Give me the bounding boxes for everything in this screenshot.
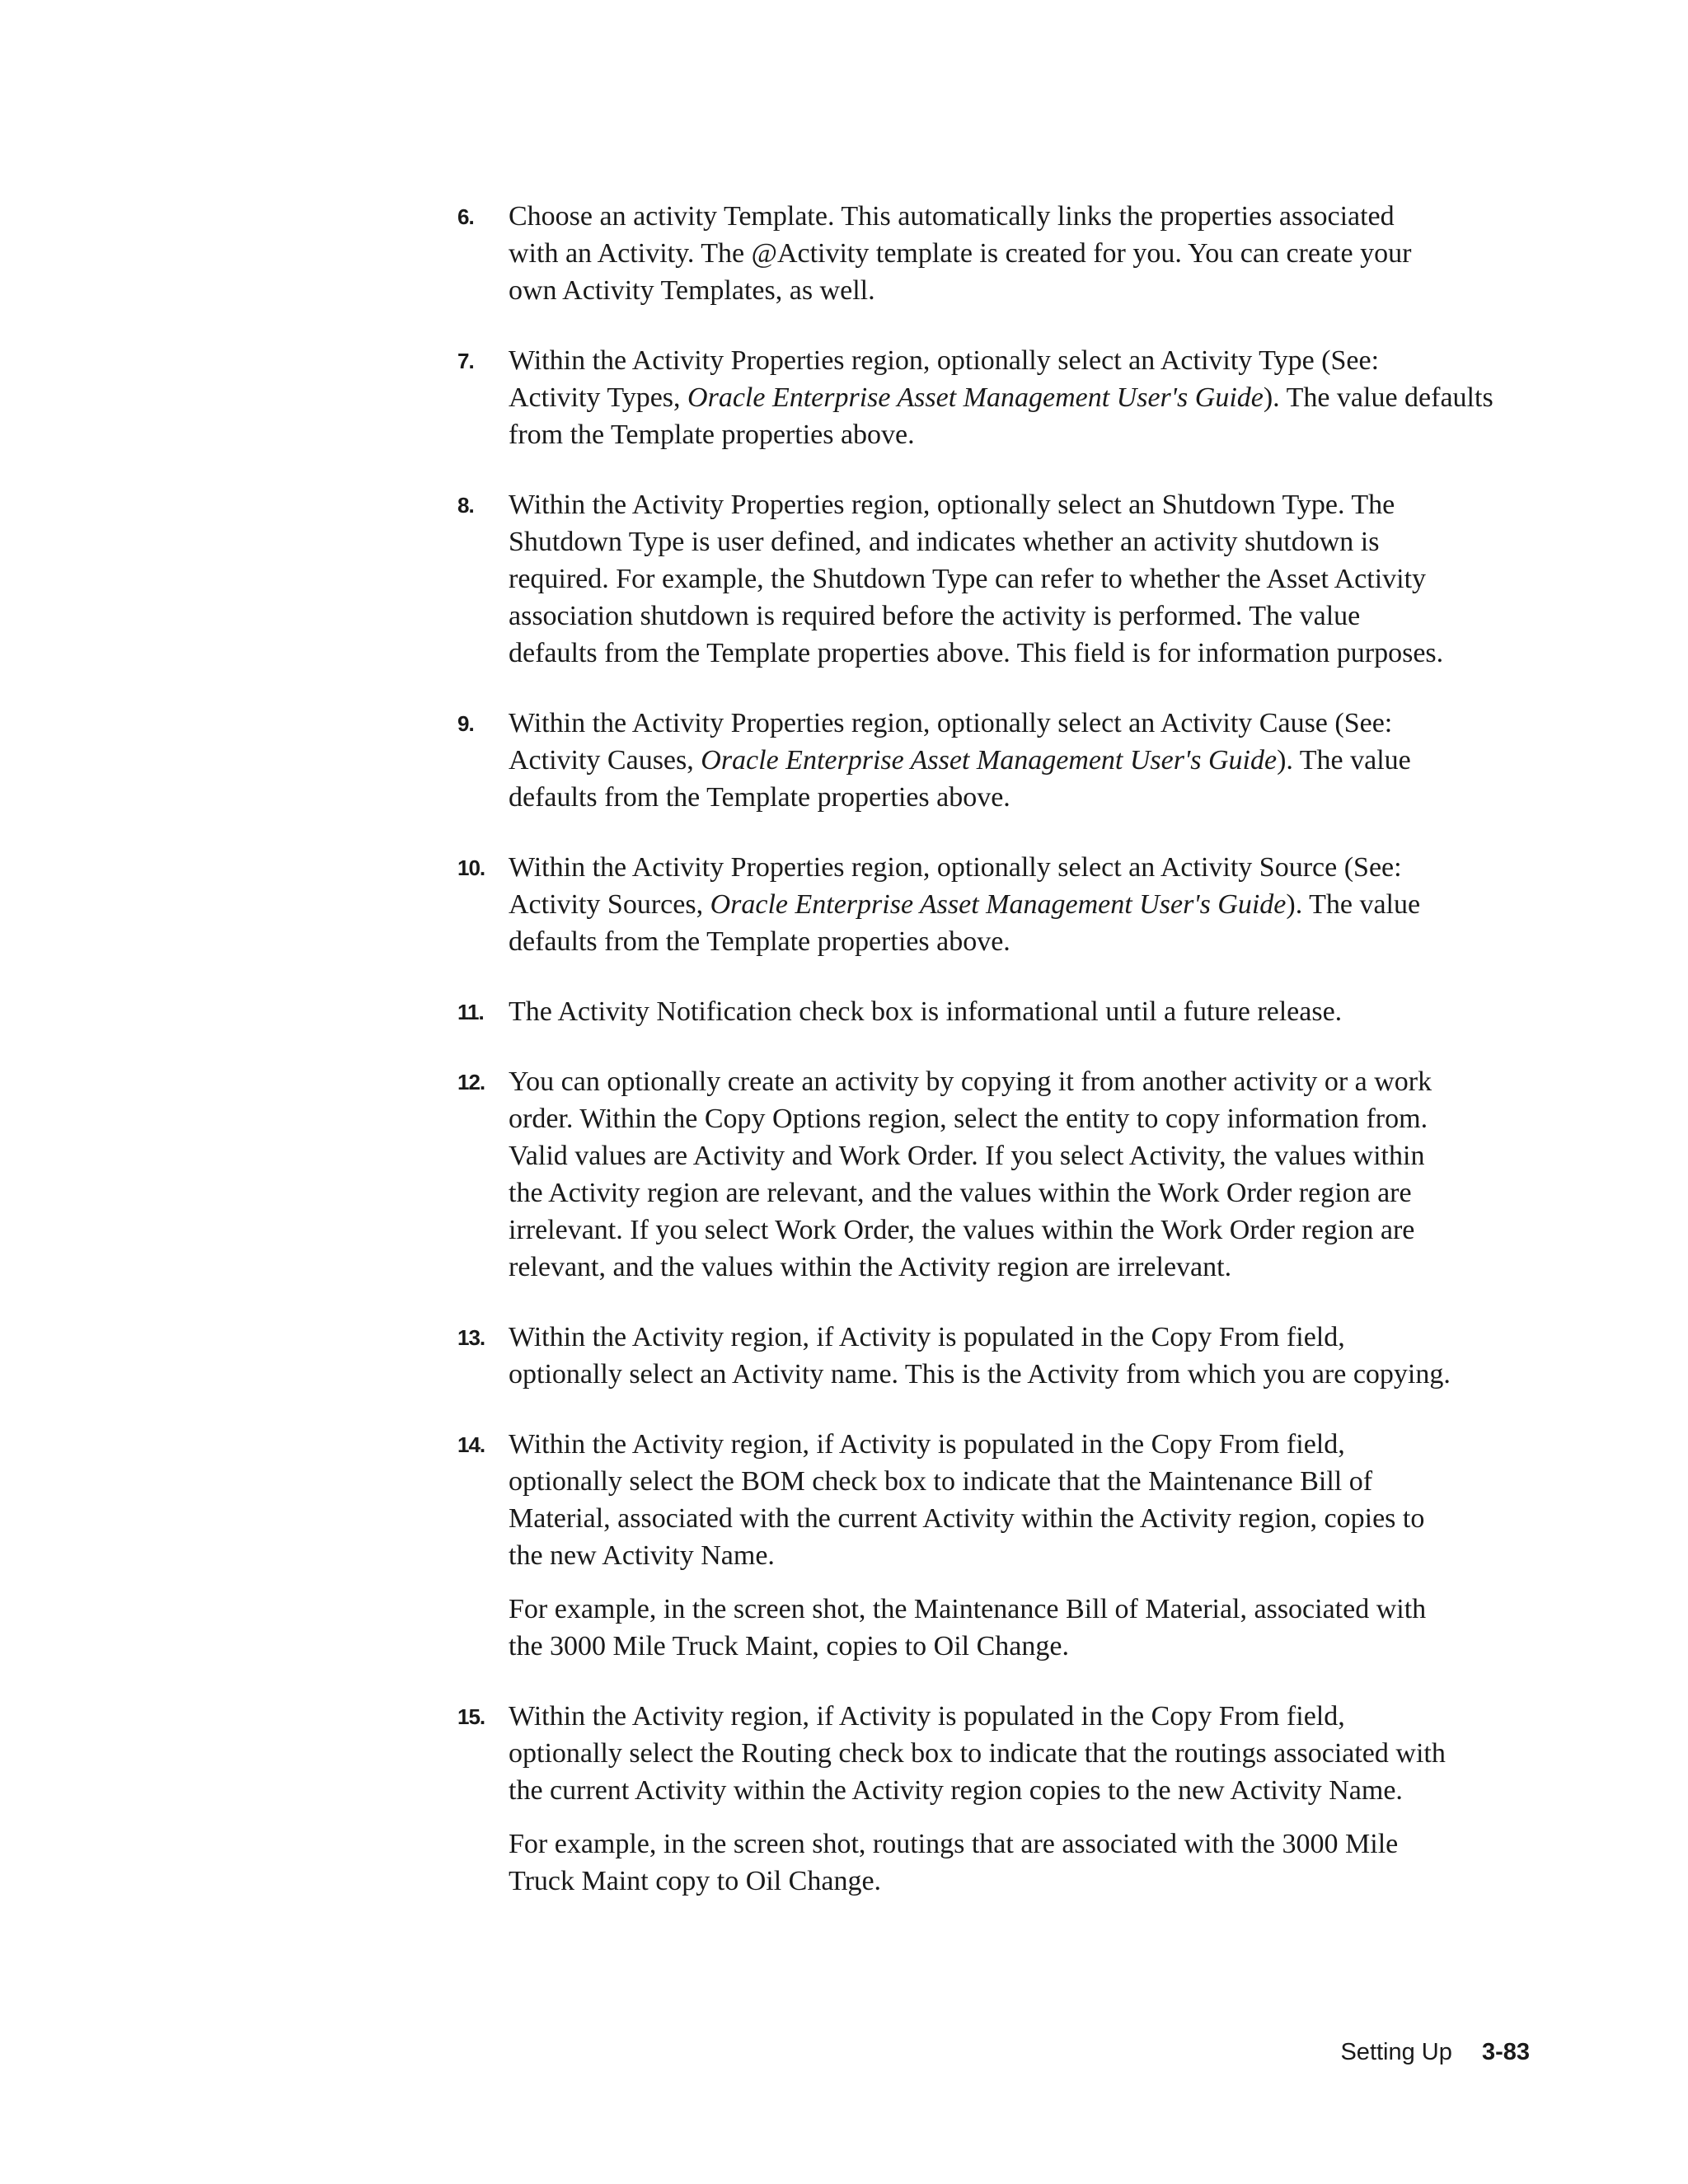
text-run: For example, in the screen shot, routings that are associated with the 3000 Mile Truck Maint copy to Oil Change. (509, 1829, 1399, 1896)
page-content (457, 198, 1529, 1933)
step-number: 10. (457, 855, 485, 880)
step-paragraph (509, 486, 1529, 672)
text-run: Choose an activity Template. This automatically links the properties associated with an Activity. The @Activity template is created for you. You can create your own Activity Templates, as well. (509, 201, 1412, 306)
list-item (457, 849, 1529, 960)
step-paragraph (509, 1063, 1529, 1286)
step-number: 8. (457, 493, 474, 518)
list-item (457, 705, 1529, 816)
text-run: ). The value defaults from the Template properties above. (509, 889, 1421, 957)
text-run: Within the Activity Properties region, optionally select an Shutdown Type. The Shutdown Type is user defined, and indicates whether an activity shutdown is required. For example, the Shutdown Type can refer to whether the Asset Activity association shutdown is required before the activity is performed. The value defaults from the Template properties above. This field is for information purposes. (509, 490, 1444, 668)
text-run: Within the Activity region, if Activity is populated in the Copy From field, optionally select an Activity name. This is the Activity from which you are copying. (509, 1322, 1451, 1390)
step-number: 6. (457, 204, 474, 229)
step-paragraph (509, 1698, 1529, 1809)
page-footer (1340, 2039, 1530, 2066)
step-paragraph (509, 198, 1529, 309)
guide-title-reference: Oracle Enterprise Asset Management User's Guide (701, 745, 1278, 776)
list-item (457, 486, 1529, 672)
text-run: For example, in the screen shot, the Maintenance Bill of Material, associated with the 3000 Mile Truck Maint, copies to Oil Change. (509, 1594, 1427, 1661)
text-run: The Activity Notification check box is informational until a future release. (509, 996, 1343, 1027)
list-item (457, 993, 1529, 1030)
text-run: Within the Activity Properties region, optionally select an Activity Cause (See: Activity Causes, (509, 708, 1393, 776)
text-run: ). The value defaults from the Template properties above. (509, 745, 1411, 813)
step-number: 15. (457, 1704, 485, 1729)
list-item (457, 198, 1529, 309)
steps-list (457, 198, 1529, 1900)
list-item (457, 1319, 1529, 1393)
guide-title-reference: Oracle Enterprise Asset Management User's Guide (687, 382, 1264, 413)
text-run: Within the Activity Properties region, optionally select an Activity Type (See: Activity Types, (509, 345, 1380, 413)
list-item (457, 1698, 1529, 1900)
step-number: 12. (457, 1070, 485, 1094)
step-paragraph (509, 993, 1529, 1030)
footer-section-title: Setting Up (1340, 2039, 1452, 2065)
text-run: Within the Activity Properties region, optionally select an Activity Source (See: Activity Sources, (509, 852, 1402, 920)
step-paragraph (509, 342, 1529, 453)
list-item (457, 1426, 1529, 1665)
step-paragraph (509, 1426, 1529, 1574)
step-paragraph (509, 1319, 1529, 1393)
step-paragraph (509, 849, 1529, 960)
list-item (457, 342, 1529, 453)
text-run: Within the Activity region, if Activity is populated in the Copy From field, optionally select the Routing check box to indicate that the routings associated with the current Activity within the Activity region copies to the new Activity Name. (509, 1701, 1446, 1806)
text-run: You can optionally create an activity by copying it from another activity or a work order. Within the Copy Options region, select the entity to copy information from. Valid values are Activity and Work Order. If you select Activity, the values within the Activity region are relevant, and the values within the Work Order region are irrelevant. If you select Work Order, the values within the Work Order region are relevant, and the values within the Activity region are irrelevant. (509, 1066, 1432, 1282)
step-number: 13. (457, 1325, 485, 1350)
list-item (457, 1063, 1529, 1286)
text-run: ). The value defaults from the Template properties above. (509, 382, 1493, 450)
step-number: 14. (457, 1432, 485, 1457)
step-paragraph (509, 705, 1529, 816)
step-number: 9. (457, 711, 474, 736)
text-run: Within the Activity region, if Activity is populated in the Copy From field, optionally select the BOM check box to indicate that the Maintenance Bill of Material, associated with the current Activity within the Activity region, copies to the new Activity Name. (509, 1429, 1425, 1571)
footer-page-number: 3-83 (1481, 2039, 1530, 2065)
step-number: 11. (457, 1000, 484, 1024)
guide-title-reference: Oracle Enterprise Asset Management User's Guide (710, 889, 1287, 920)
step-number: 7. (457, 349, 474, 373)
step-paragraph (509, 1591, 1529, 1665)
step-paragraph (509, 1825, 1529, 1900)
